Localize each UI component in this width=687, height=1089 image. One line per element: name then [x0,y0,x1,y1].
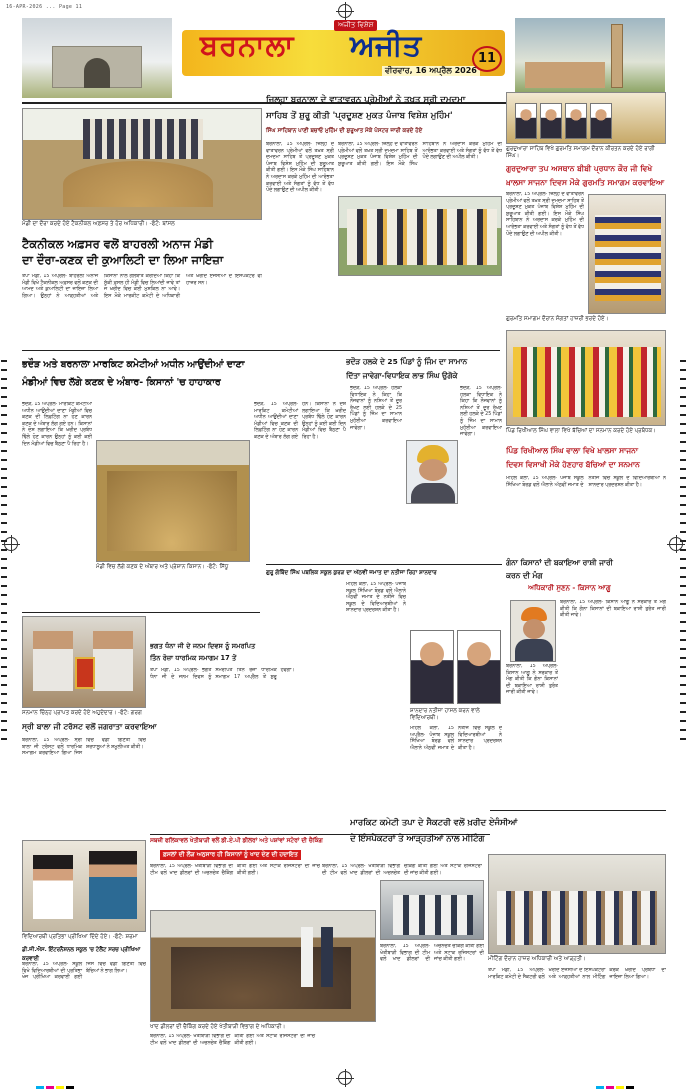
story11-body-side: ਬਰਨਾਲਾ, 15 ਅਪ੍ਰੈਲ- ਖੇਤੀਬਾੜੀ ਵਿਭਾਗ ਦੀ ਟੀਮ ਵਲੋਂ ਖਾਦ ਡੀਲਰਾਂ ਦੀ ਅਚਨਚੇਤ ਚੈਕਿੰਗ ਕੀਤੀ ਗਈ ਅਤੇ ਸਟਾਕ ਰਜਿਸਟਰਾਂ ਦੀ ਜਾਂਚ ਕੀਤੀ ਗਈ। [380,944,484,963]
section-rule [266,564,502,565]
crop-ticks-right [680,360,686,740]
masthead-kicker: ਅਜੀਤ ਵਿਸ਼ੇਸ਼ [334,20,377,31]
fertilizer-caption: ਖਾਦ ਡੀਲਰਾਂ ਦੀ ਚੈਕਿੰਗ ਕਰਦੇ ਹੋਏ ਖੇਤੀਬਾੜੀ ਵਿਭਾਗ ਦੇ ਅਧਿਕਾਰੀ। [150,1024,286,1030]
market-meeting-photo [488,854,666,954]
exam-photo [22,840,146,932]
story6-body: ਮਹਿਲ ਕਲਾਂ, 15 ਅਪ੍ਰੈਲ- ਪੰਜਾਬ ਸਕੂਲ ਸਿੱਖਿਆ ਬੋਰਡ ਵਲੋਂ ਐਲਾਨੇ ਅੱਠਵੀਂ ਜਮਾਤ ਦੇ ਨਤੀਜੇ ਵਿਚ ਸਕੂਲ ਦੇ ਵਿਦਿਆਰਥੀਆਂ ਨੇ ਸ਼ਾਨਦਾਰ ਪ੍ਰਦਰਸ਼ਨ ਕੀਤਾ ਹੈ। [506,476,666,488]
story6-headline-line1: ਪਿੰਡ ਰਿਖੀਆਲ ਸਿੰਘ ਵਾਲਾ ਵਿਖੇ ਖ਼ਾਲਸਾ ਸਾਜਨਾ [506,446,639,455]
story5-body-cont: ਭਦੌੜ, 15 ਅਪ੍ਰੈਲ- ਹਲਕਾ ਵਿਧਾਇਕ ਨੇ ਕਿਹਾ ਕਿ ਨੌਜਵਾਨਾਂ ਨੂੰ ਨਸ਼ਿਆਂ ਤੋਂ ਦੂਰ ਰੱਖਣ ਲਈ ਹਲਕੇ ਦੇ 25 ਪਿੰਡਾਂ ਨੂੰ ਜਿੰਮ ਦਾ ਸਾਮਾਨ ਮੁਹੱਈਆ ਕਰਵਾਇਆ ਜਾਵੇਗਾ। [460,386,502,438]
trust-photo-caption: ਸਨਮਾਨ ਚਿੰਨ੍ਹ ਪ੍ਰਾਪਤ ਕਰਦੇ ਹੋਏ ਅਹੁਦੇਦਾਰ। -ਫੋਟੋ: ਗਰਗ [22,710,142,716]
registration-mark-icon [338,4,352,18]
mandi-photo-caption: ਮੰਡੀ ਦਾ ਦੌਰਾ ਕਰਦੇ ਹੋਏ ਟੈਕਨੀਕਲ ਅਫ਼ਸਰ ਤੇ ਹੋਰ ਅਧਿਕਾਰੀ। -ਫੋਟੋ: ਬਾਂਸਲ [22,221,175,227]
story2-headline [266,92,496,124]
story7-body: ਮਹਿਲ ਕਲਾਂ, 15 ਅਪ੍ਰੈਲ- ਪੰਜਾਬ ਸਕੂਲ ਸਿੱਖਿਆ ਬੋਰਡ ਵਲੋਂ ਐਲਾਨੇ ਅੱਠਵੀਂ ਜਮਾਤ ਦੇ ਨਤੀਜੇ ਵਿਚ ਸਕੂਲ ਦੇ ਵਿਦਿਆਰਥੀਆਂ ਨੇ ਸ਼ਾਨਦਾਰ ਪ੍ਰਦਰਸ਼ਨ ਕੀਤਾ ਹੈ। [346,582,406,614]
story8-sub: ਅਧਿਕਾਰੀ ਸੁਣਨ - ਕਿਸਾਨ ਆਗੂ [528,584,611,592]
exam-caption: ਵਿਦਿਆਰਥੀ ਪ੍ਰਤਿਭਾ ਪ੍ਰੀਖਿਆ ਦਿੰਦੇ ਹੋਏ। -ਫੋਟੋ: ਸ਼ਰਮਾ [22,934,138,940]
story2-body: ਬਰਨਾਲਾ, 15 ਅਪ੍ਰੈਲ- ਜ਼ਿਲ੍ਹੇ ਦੇ ਵਾਤਾਵਰਨ ਪ੍ਰੇਮੀਆਂ ਵਲੋਂ ਤਖ਼ਤ ਸ੍ਰੀ ਦਮਦਮਾ ਸਾਹਿਬ ਤੋਂ ਪ੍ਰਦੂਸ਼ਣ ਮੁਕਤ ਪੰਜਾਬ ਵਿਸ਼ੇਸ਼ ਮੁਹਿੰਮ ਦੀ ਸ਼ੁਰੂਆਤ ਕੀਤੀ ਗਈ। ਇਸ ਮੌਕੇ ਸਿੰਘ ਸਾਹਿਬਾਨ ਨੇ ਅਰਦਾਸ ਕਰਕੇ ਮੁਹਿੰਮ ਦੀ ਆਰੰਭਤਾ ਕਰਵਾਈ ਅਤੇ ਸੰਗਤਾਂ ਨੂੰ ਵੱਧ ਤੋਂ ਵੱਧ ਪੌਦੇ ਲਗਾਉਣ ਦੀ ਅਪੀਲ ਕੀਤੀ। [266,142,334,194]
kirtan-photo [506,92,666,144]
meeting-caption: ਮੀਟਿੰਗ ਦੌਰਾਨ ਹਾਜ਼ਰ ਅਧਿਕਾਰੀ ਅਤੇ ਆੜ੍ਹਤੀ। [488,956,586,962]
wheat-heap-photo [96,440,250,562]
story4-headline-line1: ਭਦੌੜ ਅਤੇ ਬਰਨਾਲਾ ਮਾਰਕਿਟ ਕਮੇਟੀਆਂ ਅਧੀਨ ਆਉਂਦੀਆਂ ਦਾਣਾ [22,359,245,370]
story4-headline-line2: ਮੰਡੀਆਂ ਵਿਚ ਲੱਗੇ ਕਣਕ ਦੇ ਅੰਬਾਰ- ਕਿਸਾਨਾਂ 'ਚ ਹਾਹਾਕਾਰ [22,377,221,388]
story4-body: ਭਦੌੜ, 15 ਅਪ੍ਰੈਲ- ਮਾਰਕਿਟ ਕਮੇਟੀਆਂ ਅਧੀਨ ਆਉਂਦੀਆਂ ਦਾਣਾ ਮੰਡੀਆਂ ਵਿਚ ਕਣਕ ਦੀ ਲਿਫ਼ਟਿੰਗ ਨਾ ਹੋਣ ਕਾਰਨ ਕਣਕ ਦੇ ਅੰਬਾਰ ਲੱਗ ਗਏ ਹਨ। ਕਿਸਾਨਾਂ ਨੇ ਦੋਸ਼ ਲਗਾਇਆ ਕਿ ਖ਼ਰੀਦ ਪ੍ਰਬੰਧ ਢਿੱਲੇ ਹੋਣ ਕਾਰਨ ਉਨ੍ਹਾਂ ਨੂੰ ਕਈ ਕਈ ਦਿਨ ਮੰਡੀਆਂ ਵਿਚ ਬੈਠਣਾ ਪੈ ਰਿਹਾ ਹੈ। [22,402,92,447]
story12-headline-line2: ਦੇ ਇੰਸਪੈਕਟਰਾਂ ਤੇ ਆੜ੍ਹਤੀਆਂ ਨਾਲ ਮੀਟਿੰਗ [350,833,485,843]
cmyk-color-bar [596,1077,636,1083]
story13-body: ਬਰਨਾਲਾ, 15 ਅਪ੍ਰੈਲ- ਸਕੂਲ ਵਿਖੇ ਵਿਦਿਆਰਥੀਆਂ ਦੀ ਪ੍ਰਤਿਭਾ ਖੋਜ ਪ੍ਰੀਖਿਆ ਕਰਵਾਈ ਗਈ ਜਿਸ ਵਿਚ ਵੱਡੀ ਗਿਣਤੀ ਵਿਚ ਬੱਚਿਆਂ ਨੇ ਭਾਗ ਲਿਆ। [22,962,146,981]
story10-headline-line1: ਭਗਤ ਧੰਨਾ ਜੀ ਦੇ ਜਨਮ ਦਿਵਸ ਨੂੰ ਸਮਰਪਿਤ [150,642,256,650]
section-rule [490,810,666,811]
story3-body: ਬਰਨਾਲਾ, 15 ਅਪ੍ਰੈਲ- ਜ਼ਿਲ੍ਹੇ ਦੇ ਵਾਤਾਵਰਨ ਪ੍ਰੇਮੀਆਂ ਵਲੋਂ ਤਖ਼ਤ ਸ੍ਰੀ ਦਮਦਮਾ ਸਾਹਿਬ ਤੋਂ ਪ੍ਰਦੂਸ਼ਣ ਮੁਕਤ ਪੰਜਾਬ ਵਿਸ਼ੇਸ਼ ਮੁਹਿੰਮ ਦੀ ਸ਼ੁਰੂਆਤ ਕੀਤੀ ਗਈ। ਇਸ ਮੌਕੇ ਸਿੰਘ ਸਾਹਿਬਾਨ ਨੇ ਅਰਦਾਸ ਕਰਕੇ ਮੁਹਿੰਮ ਦੀ ਆਰੰਭਤਾ ਕਰਵਾਈ ਅਤੇ ਸੰਗਤਾਂ ਨੂੰ ਵੱਧ ਤੋਂ ਵੱਧ ਪੌਦੇ ਲਗਾਉਣ ਦੀ ਅਪੀਲ ਕੀਤੀ। [506,192,584,237]
crop-ticks-left [1,360,7,740]
story3-headline-line2: ਖ਼ਾਲਸਾ ਸਾਜਨਾ ਦਿਵਸ ਮੌਕੇ ਗੁਰਮਤਿ ਸਮਾਗਮ ਕਰਵਾਇਆ [506,178,665,187]
story1-headline-line2: ਦਾ ਦੌਰਾ-ਕਣਕ ਦੀ ਕੁਆਲਿਟੀ ਦਾ ਲਿਆ ਜਾਇਜ਼ਾ [22,253,224,267]
trust-honour-photo [22,616,146,708]
sangat-photo [588,194,666,314]
fertilizer-checking-photo [150,910,376,1022]
poster-release-photo [338,196,502,276]
mla-portrait [406,440,458,504]
story9-body: ਬਰਨਾਲਾ, 15 ਅਪ੍ਰੈਲ- ਸ੍ਰੀ ਬਾਲਾ ਜੀ ਟਰੱਸਟ ਵਲੋਂ ਧਾਰਮਿਕ ਸਮਾਗਮ ਕਰਵਾਇਆ ਗਿਆ ਜਿਸ ਵਿਚ ਵੱਡੀ ਗਿਣਤੀ ਵਿਚ ਸ਼ਰਧਾਲੂਆਂ ਨੇ ਸ਼ਮੂਲੀਅਤ ਕੀਤੀ। [22,738,146,757]
masthead-city: ਬਰਨਾਲਾ [200,28,295,62]
story1-headline [22,236,262,268]
story10-headline-line2: ਤਿੰਨ ਰੋਜ਼ਾ ਧਾਰਮਿਕ ਸਮਾਗਮ 17 ਤੋਂ [150,654,237,662]
masthead-paper: ਅਜੀਤ [350,28,422,62]
story1-body: ਤਪਾ ਮੰਡੀ, 15 ਅਪ੍ਰੈਲ- ਬਾਹਰਲੀ ਅਨਾਜ ਮੰਡੀ ਵਿਖੇ ਟੈਕਨੀਕਲ ਅਫ਼ਸਰ ਵਲੋਂ ਕਣਕ ਦੀ ਆਮਦ ਅਤੇ ਕੁਆਲਿਟੀ ਦਾ ਜਾਇਜ਼ਾ ਲਿਆ ਗਿਆ। ਉਨ੍ਹਾਂ ਨੇ ਆੜ੍ਹਤੀਆਂ ਅਤੇ ਕਿਸਾਨਾਂ ਨਾਲ ਗੱਲਬਾਤ ਕਰਦਿਆਂ ਕਿਹਾ ਕਿ ਸੁੱਕੀ ਫ਼ਸਲ ਹੀ ਮੰਡੀ ਵਿਚ ਲਿਆਂਦੀ ਜਾਵੇ ਤਾਂ ਜੋ ਖ਼ਰੀਦ ਵਿਚ ਕੋਈ ਮੁਸ਼ਕਿਲ ਨਾ ਆਵੇ। ਇਸ ਮੌਕੇ ਮਾਰਕੀਟ ਕਮੇਟੀ ਦੇ ਅਧਿਕਾਰੀ ਅਤੇ ਖ਼ਰੀਦ ਏਜੰਸੀਆਂ ਦੇ ਇੰਸਪੈਕਟਰ ਵੀ ਹਾਜ਼ਰ ਸਨ। [22,274,262,299]
story10-body: ਤਪਾ ਮੰਡੀ, 15 ਅਪ੍ਰੈਲ- ਭਗਤ ਧੰਨਾ ਜੀ ਦੇ ਜਨਮ ਦਿਵਸ ਨੂੰ ਸਮਰਪਿਤ ਤਿੰਨ ਰੋਜ਼ਾ ਧਾਰਮਿਕ ਸਮਾਗਮ 17 ਅਪ੍ਰੈਲ ਤੋਂ ਸ਼ੁਰੂ ਹੋਵੇਗਾ। [150,668,295,680]
story2-headline-line2: ਸਾਹਿਬ ਤੋਂ ਸ਼ੁਰੂ ਕੀਤੀ 'ਪ੍ਰਦੂਸ਼ਣ ਮੁਕਤ ਪੰਜਾਬ ਵਿਸ਼ੇਸ਼ ਮੁਹਿੰਮ' [266,111,453,121]
story2-body-cont: ਬਰਨਾਲਾ, 15 ਅਪ੍ਰੈਲ- ਜ਼ਿਲ੍ਹੇ ਦੇ ਵਾਤਾਵਰਨ ਪ੍ਰੇਮੀਆਂ ਵਲੋਂ ਤਖ਼ਤ ਸ੍ਰੀ ਦਮਦਮਾ ਸਾਹਿਬ ਤੋਂ ਪ੍ਰਦੂਸ਼ਣ ਮੁਕਤ ਪੰਜਾਬ ਵਿਸ਼ੇਸ਼ ਮੁਹਿੰਮ ਦੀ ਸ਼ੁਰੂਆਤ ਕੀਤੀ ਗਈ। ਇਸ ਮੌਕੇ ਸਿੰਘ ਸਾਹਿਬਾਨ ਨੇ ਅਰਦਾਸ ਕਰਕੇ ਮੁਹਿੰਮ ਦੀ ਆਰੰਭਤਾ ਕਰਵਾਈ ਅਤੇ ਸੰਗਤਾਂ ਨੂੰ ਵੱਧ ਤੋਂ ਵੱਧ ਪੌਦੇ ਲਗਾਉਣ ਦੀ ਅਪੀਲ ਕੀਤੀ। [338,142,502,167]
sangat-caption: ਗੁਰਮਤਿ ਸਮਾਗਮ ਦੌਰਾਨ ਸੰਗਤਾਂ ਹਾਜ਼ਰੀ ਭਰਦੇ ਹੋਏ। [506,316,609,322]
story12-headline [350,814,668,846]
farmer-leader-portrait [510,600,556,662]
story3-headline [506,162,666,190]
story5-headline-line2: ਦਿੱਤਾ ਜਾਵੇਗਾ-ਵਿਧਾਇਕ ਲਾਭ ਸਿੰਘ ਉਗੋਕੇ [346,371,458,380]
story1-headline-line1: ਟੈਕਨੀਕਲ ਅਫ਼ਸਰ ਵਲੋਂ ਬਾਹਰਲੀ ਅਨਾਜ ਮੰਡੀ [22,237,213,251]
story10-headline [150,640,346,664]
story2-headline-line1: ਜ਼ਿਲ੍ਹਾ ਬਰਨਾਲਾ ਦੇ ਵਾਤਾਵਰਨ ਪ੍ਰੇਮੀਆਂ ਨੇ ਤਖ਼ਤ ਸ੍ਰੀ ਦਮਦਮਾ [266,95,466,105]
story6-headline-line2: ਦਿਵਸ ਵਿਸਾਖੀ ਮੌਕੇ ਹੋਣਹਾਰ ਬੱਚਿਆਂ ਦਾ ਸਨਮਾਨ [506,460,640,469]
student-photo [457,630,501,704]
wheat-heap-caption: ਮੰਡੀ ਵਿਚ ਲੱਗੇ ਕਣਕ ਦੇ ਅੰਬਾਰ ਅਤੇ ਪ੍ਰੇਸ਼ਾਨ ਕਿਸਾਨ। -ਫੋਟੋ: ਸਿੱਧੂ [96,564,229,570]
masthead-photo-fort [515,18,665,98]
story5-headline-line1: ਭਦੌੜ ਹਲਕੇ ਦੇ 25 ਪਿੰਡਾਂ ਨੂੰ ਜਿੰਮ ਦਾ ਸਾਮਾਨ [346,357,468,366]
story8-headline-line2: ਕਰਨ ਦੀ ਮੰਗ [506,571,543,580]
story3-headline-line1: ਗੁਰਦੁਆਰਾ ਤਪ ਅਸਥਾਨ ਬੀਬੀ ਪ੍ਰਧਾਨ ਕੌਰ ਜੀ ਵਿਖੇ [506,164,653,173]
story8-body: ਬਰਨਾਲਾ, 15 ਅਪ੍ਰੈਲ- ਕਿਸਾਨ ਆਗੂ ਨੇ ਸਰਕਾਰ ਤੋਂ ਮੰਗ ਕੀਤੀ ਕਿ ਗੰਨਾ ਕਿਸਾਨਾਂ ਦੀ ਬਕਾਇਆ ਰਾਸ਼ੀ ਤੁਰੰਤ ਜਾਰੀ ਕੀਤੀ ਜਾਵੇ। [560,600,666,619]
student-photo [410,630,454,704]
students-caption: ਸ਼ਾਨਦਾਰ ਨਤੀਜਾ ਹਾਸਲ ਕਰਨ ਵਾਲੇ ਵਿਦਿਆਰਥੀ। [410,708,480,721]
story2-subhead: ਸਿੰਘ ਸਾਹਿਬਾਨ ਪਾਣੀ ਬਚਾਓ ਮੁਹਿੰਮ ਦੀ ਸ਼ੁਰੂਆਤ ਮੌਕੇ ਪੋਸਟਰ ਜਾਰੀ ਕਰਦੇ ਹੋਏ [266,128,423,134]
mandi-inspection-photo [22,108,262,220]
story7-headline: ਗੁਰੂ ਗੋਬਿੰਦ ਸਿੰਘ ਪਬਲਿਕ ਸਕੂਲ ਕੁਰੜ ਦਾ ਅੱਠਵੀਂ ਜਮਾਤ ਦਾ ਨਤੀਜਾ ਰਿਹਾ ਸ਼ਾਨਦਾਰ [266,570,437,576]
masthead-date: ਵੀਰਵਾਰ, 16 ਅਪ੍ਰੈਲ 2026 [382,66,480,76]
masthead [22,18,665,100]
store-inspection-photo [380,880,484,940]
page-number: 11 [472,46,502,72]
story11-tag: ਫ਼ਸਲਾਂ ਦੀ ਲੋੜ ਅਨੁਸਾਰ ਹੀ ਕਿਸਾਨਾਂ ਨੂੰ ਖਾਦ ਦੇਣ ਦੀ ਹਦਾਇਤ [160,850,301,860]
cmyk-color-bar [36,1077,76,1083]
section-rule [22,612,260,613]
story8-body-cont: ਬਰਨਾਲਾ, 15 ਅਪ੍ਰੈਲ- ਕਿਸਾਨ ਆਗੂ ਨੇ ਸਰਕਾਰ ਤੋਂ ਮੰਗ ਕੀਤੀ ਕਿ ਗੰਨਾ ਕਿਸਾਨਾਂ ਦੀ ਬਕਾਇਆ ਰਾਸ਼ੀ ਤੁਰੰਤ ਜਾਰੀ ਕੀਤੀ ਜਾਵੇ। [506,664,558,696]
story8-headline-line1: ਗੰਨਾ ਕਿਸਾਨਾਂ ਦੀ ਬਕਾਇਆ ਰਾਸ਼ੀ ਜਾਰੀ [506,558,613,567]
honour-children-photo [506,330,666,426]
registration-mark-icon [338,1071,352,1085]
story11-body-more: ਬਰਨਾਲਾ, 15 ਅਪ੍ਰੈਲ- ਖੇਤੀਬਾੜੀ ਵਿਭਾਗ ਦੀ ਟੀਮ ਵਲੋਂ ਖਾਦ ਡੀਲਰਾਂ ਦੀ ਅਚਨਚੇਤ ਚੈਕਿੰਗ ਕੀਤੀ ਗਈ ਅਤੇ ਸਟਾਕ ਰਜਿਸਟਰਾਂ ਦੀ ਜਾਂਚ ਕੀਤੀ ਗਈ। [150,1034,315,1046]
story7-body-cont: ਮਹਿਲ ਕਲਾਂ, 15 ਅਪ੍ਰੈਲ- ਪੰਜਾਬ ਸਕੂਲ ਸਿੱਖਿਆ ਬੋਰਡ ਵਲੋਂ ਐਲਾਨੇ ਅੱਠਵੀਂ ਜਮਾਤ ਦੇ ਨਤੀਜੇ ਵਿਚ ਸਕੂਲ ਦੇ ਵਿਦਿਆਰਥੀਆਂ ਨੇ ਸ਼ਾਨਦਾਰ ਪ੍ਰਦਰਸ਼ਨ ਕੀਤਾ ਹੈ। [410,726,502,751]
story13-headline: ਡੀ.ਜੀ.ਐਸ. ਇੰਟਰਨੈਸ਼ਨਲ ਸਕੂਲ 'ਚ ਟੇਲੈਂਟ ਸਰਚ ਪ੍ਰੀਖਿਆ ਕਰਵਾਈ [22,947,141,962]
masthead-title-block [182,18,505,98]
story5-headline [346,355,500,383]
masthead-photo-gurdwara [22,18,172,98]
story5-body: ਭਦੌੜ, 15 ਅਪ੍ਰੈਲ- ਹਲਕਾ ਵਿਧਾਇਕ ਨੇ ਕਿਹਾ ਕਿ ਨੌਜਵਾਨਾਂ ਨੂੰ ਨਸ਼ਿਆਂ ਤੋਂ ਦੂਰ ਰੱਖਣ ਲਈ ਹਲਕੇ ਦੇ 25 ਪਿੰਡਾਂ ਨੂੰ ਜਿੰਮ ਦਾ ਸਾਮਾਨ ਮੁਹੱਈਆ ਕਰਵਾਇਆ ਜਾਵੇਗਾ। [350,386,402,431]
story9-headline: ਸ੍ਰੀ ਬਾਲਾ ਜੀ ਟਰੱਸਟ ਵਲੋਂ ਜਗਰਾਤਾ ਕਰਵਾਇਆ [22,722,157,731]
story11-body: ਬਰਨਾਲਾ, 15 ਅਪ੍ਰੈਲ- ਖੇਤੀਬਾੜੀ ਵਿਭਾਗ ਦੀ ਟੀਮ ਵਲੋਂ ਖਾਦ ਡੀਲਰਾਂ ਦੀ ਅਚਨਚੇਤ ਚੈਕਿੰਗ ਕੀਤੀ ਗਈ ਅਤੇ ਸਟਾਕ ਰਜਿਸਟਰਾਂ ਦੀ ਜਾਂਚ ਕੀਤੀ ਗਈ। [150,864,320,876]
story6-headline [506,444,666,472]
story4-headline [22,356,352,392]
story8-headline [506,556,666,582]
student-photos [410,630,501,704]
story4-body-cont: ਭਦੌੜ, 15 ਅਪ੍ਰੈਲ- ਮਾਰਕਿਟ ਕਮੇਟੀਆਂ ਅਧੀਨ ਆਉਂਦੀਆਂ ਦਾਣਾ ਮੰਡੀਆਂ ਵਿਚ ਕਣਕ ਦੀ ਲਿਫ਼ਟਿੰਗ ਨਾ ਹੋਣ ਕਾਰਨ ਕਣਕ ਦੇ ਅੰਬਾਰ ਲੱਗ ਗਏ ਹਨ। ਕਿਸਾਨਾਂ ਨੇ ਦੋਸ਼ ਲਗਾਇਆ ਕਿ ਖ਼ਰੀਦ ਪ੍ਰਬੰਧ ਢਿੱਲੇ ਹੋਣ ਕਾਰਨ ਉਨ੍ਹਾਂ ਨੂੰ ਕਈ ਕਈ ਦਿਨ ਮੰਡੀਆਂ ਵਿਚ ਬੈਠਣਾ ਪੈ ਰਿਹਾ ਹੈ। [254,402,346,440]
story11-body-cont: ਬਰਨਾਲਾ, 15 ਅਪ੍ਰੈਲ- ਖੇਤੀਬਾੜੀ ਵਿਭਾਗ ਦੀ ਟੀਮ ਵਲੋਂ ਖਾਦ ਡੀਲਰਾਂ ਦੀ ਅਚਨਚੇਤ ਚੈਕਿੰਗ ਕੀਤੀ ਗਈ ਅਤੇ ਸਟਾਕ ਰਜਿਸਟਰਾਂ ਦੀ ਜਾਂਚ ਕੀਤੀ ਗਈ। [322,864,482,876]
story11-headline: ਸਬਜ਼ੀ ਫਲਿਕਾਵਲ ਖੇਤੀਬਾੜੀ ਵਲੋਂ ਡੀ.ਏ.ਪੀ ਡੀਲਰਾਂ ਅਤੇ ਪਸ਼ਾਂਵਾਂ ਸਟੋਰਾਂ ਦੀ ਚੈਕਿੰਗ [150,838,323,844]
kirtan-caption: ਗੁਰਦੁਆਰਾ ਸਾਹਿਬ ਵਿਖੇ ਗੁਰਮਤਿ ਸਮਾਗਮ ਦੌਰਾਨ ਕੀਰਤਨ ਕਰਦੇ ਹੋਏ ਰਾਗੀ ਸਿੰਘ। [506,146,655,159]
story12-headline-line1: ਮਾਰਕਿਟ ਕਮੇਟੀ ਤਪਾ ਦੇ ਸੈਕਟਰੀ ਵਲੋਂ ਖ਼ਰੀਦ ਏਜੰਸੀਆਂ [350,817,518,827]
story12-body: ਤਪਾ ਮੰਡੀ, 15 ਅਪ੍ਰੈਲ- ਮਾਰਕਿਟ ਕਮੇਟੀ ਦੇ ਸੈਕਟਰੀ ਵਲੋਂ ਖ਼ਰੀਦ ਏਜੰਸੀਆਂ ਦੇ ਇੰਸਪੈਕਟਰਾਂ ਅਤੇ ਆੜ੍ਹਤੀਆਂ ਨਾਲ ਮੀਟਿੰਗ ਕਰਕੇ ਖ਼ਰੀਦ ਪ੍ਰਬੰਧਾਂ ਦਾ ਜਾਇਜ਼ਾ ਲਿਆ ਗਿਆ। [488,968,666,980]
section-rule [22,350,500,351]
print-slug: 16-APR-2026 ... Page 11 [6,4,83,10]
story6-caption: ਪਿੰਡ ਰਿਖੀਆਲ ਸਿੰਘ ਵਾਲਾ ਵਿਖੇ ਬੱਚਿਆਂ ਦਾ ਸਨਮਾਨ ਕਰਦੇ ਹੋਏ ਪ੍ਰਬੰਧਕ। [506,428,656,434]
